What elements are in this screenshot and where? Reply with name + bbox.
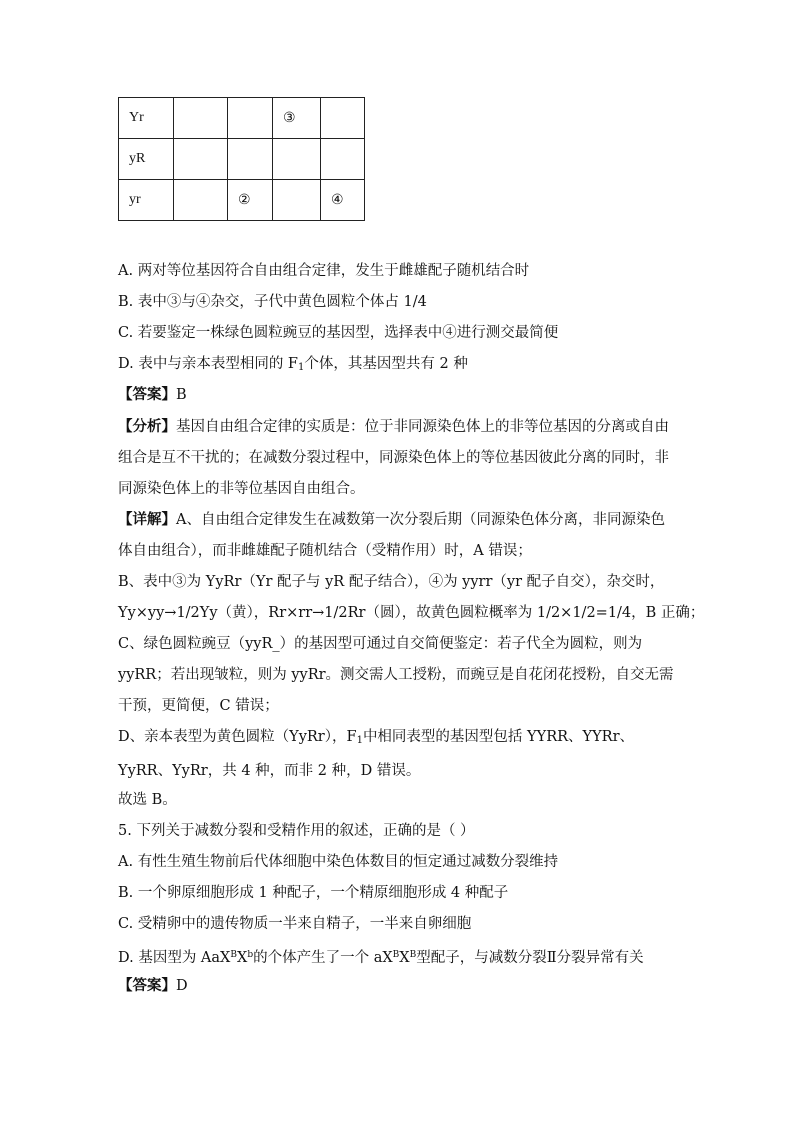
q4-option-d xyxy=(118,354,468,378)
q4-conclusion: 故选 B。 xyxy=(118,792,177,808)
table-cell xyxy=(174,98,228,139)
q5-option-d-text: X xyxy=(237,950,248,966)
detail-text: D、亲本表型为黄色圆粒（YyRr），F xyxy=(118,729,357,745)
q4-option-a: A. 两对等位基因符合自由组合定律，发生于雌雄配子随机结合时 xyxy=(118,263,530,279)
q5-option-b: B. 一个卵原细胞形成 1 种配子，一个精原细胞形成 4 种配子 xyxy=(118,885,509,901)
table-cell xyxy=(174,139,228,180)
answer-label: 【答案】 xyxy=(118,977,176,994)
table-cell: ③ xyxy=(273,98,321,139)
subscript: 1 xyxy=(356,735,363,746)
q5-stem: 5. 下列关于减数分裂和受精作用的叙述，正确的是（ ） xyxy=(118,823,475,839)
subscript: 1 xyxy=(298,362,305,373)
detail-text: 中相同表型的基因型包括 YYRR、YYRr、YyRR、YyRr，共 4 种，而非 2 种，D 错误。 xyxy=(118,729,635,779)
q5-option-d xyxy=(118,945,644,968)
q5-answer xyxy=(118,976,188,996)
punnett-table xyxy=(118,97,365,221)
table-cell xyxy=(321,98,365,139)
q4-detail-b-line1: B、表中③为 YyRr（Yr 配子与 yR 配子结合），④为 yyrr（yr 配子自交），杂交时， xyxy=(118,574,665,590)
table-cell xyxy=(273,139,321,180)
q4-option-c: C. 若要鉴定一株绿色圆粒豌豆的基因型，选择表中④进行测交最简便 xyxy=(118,325,559,341)
table-cell: ② xyxy=(228,180,273,221)
superscript: b xyxy=(247,950,254,960)
analysis-text: 基因自由组合定律的实质是：位于非同源染色体上的非等位基因的分离或自由组合是互不干扰的；在减数分裂过程中，同源染色体上的等位基因彼此分离的同时，非同源染色体上的非等位基因自由组合。 xyxy=(118,419,669,497)
answer-value: D xyxy=(176,978,188,994)
superscript: B xyxy=(409,950,417,960)
q4-option-d-text: 个体，其基因型共有 2 种 xyxy=(304,356,468,372)
table-row xyxy=(119,98,365,139)
table-cell xyxy=(228,98,273,139)
q4-option-b: B. 表中③与④杂交，子代中黄色圆粒个体占 1/4 xyxy=(118,294,427,310)
q4-detail-c: C、绿色圆粒豌豆（yyR_）的基因型可通过自交简便鉴定：若子代全为圆粒，则为 yyRR；若出现皱粒，则为 yyRr。测交需人工授粉，而豌豆是自花闭花授粉，自交无需干预，更简便，C 错误； xyxy=(118,636,674,714)
table-cell xyxy=(174,180,228,221)
q4-detail-a xyxy=(118,504,678,567)
q4-detail-b-line2: Yy×yy→1/2Yy（黄），Rr×rr→1/2Rr（圆），故黄色圆粒概率为 1/2×1/2=1/4，B 正确； xyxy=(118,605,705,621)
q5-option-d-text: 型配子，与减数分裂Ⅱ分裂异常有关 xyxy=(416,950,644,966)
row-header: yR xyxy=(119,139,174,180)
table-row xyxy=(119,180,365,221)
detail-text: A、自由组合定律发生在减数第一次分裂后期（同源染色体分离，非同源染色体自由组合），而非雌雄配子随机结合（受精作用）时，A 错误； xyxy=(118,512,665,559)
table-row xyxy=(119,139,365,180)
q4-analysis xyxy=(118,411,678,505)
row-header: Yr xyxy=(119,98,174,139)
table-cell xyxy=(228,139,273,180)
q4-option-d-text: D. 表中与亲本表型相同的 F xyxy=(118,356,298,372)
q5-option-a: A. 有性生殖生物前后代体细胞中染色体数目的恒定通过减数分裂维持 xyxy=(118,854,559,870)
q5-option-d-text: 的个体产生了一个 aX xyxy=(253,950,393,966)
q4-answer xyxy=(118,385,187,405)
row-header: yr xyxy=(119,180,174,221)
q5-option-c: C. 受精卵中的遗传物质一半来自精子，一半来自卵细胞 xyxy=(118,916,472,932)
detail-label: 【详解】 xyxy=(118,511,176,528)
superscript: B xyxy=(392,950,400,960)
table-cell: ④ xyxy=(321,180,365,221)
q5-option-d-text: X xyxy=(399,950,410,966)
q5-option-d-text: D. 基因型为 AaX xyxy=(118,950,231,966)
answer-value: B xyxy=(176,387,187,403)
table-cell xyxy=(321,139,365,180)
answer-label: 【答案】 xyxy=(118,386,176,403)
table-cell xyxy=(273,180,321,221)
analysis-label: 【分析】 xyxy=(118,418,176,435)
q4-detail-d xyxy=(118,722,678,787)
superscript: B xyxy=(230,950,237,960)
